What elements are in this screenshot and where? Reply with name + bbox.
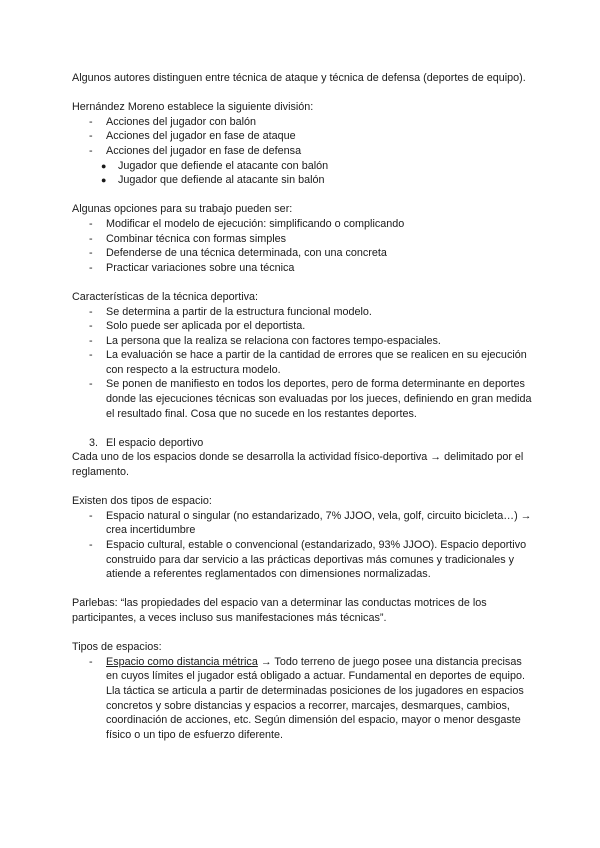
list-item: - Acciones del jugador en fase de defensa (106, 144, 532, 159)
document-page (72, 71, 532, 742)
tipos-espacio-list (72, 509, 532, 582)
list-item: - Espacio natural o singular (no estandarizado, 7% JJOO, vela, golf, circuito bicicleta…) → crea incertidumbre (106, 509, 532, 538)
list-item: - La evaluación se hace a partir de la cantidad de errores que se realicen en su ejecución con respecto a la estructura modelo. (106, 348, 532, 377)
list-item: - Se determina a partir de la estructura funcional modelo. (106, 305, 532, 320)
list-item: - Acciones del jugador en fase de ataque (106, 129, 532, 144)
section-number: 3. (89, 436, 99, 449)
opciones-list (72, 217, 532, 275)
spacer (72, 421, 532, 436)
section-paragraph: Cada uno de los espacios donde se desarrolla la actividad físico-deportiva → delimitado por el reglamento. (72, 451, 524, 479)
tipos-espacios-list (72, 655, 532, 743)
spacer (72, 582, 532, 597)
list-item: - Defenderse de una técnica determinada, con una concreta (106, 246, 532, 261)
spacer (72, 86, 532, 101)
parlebas-quote: Parlebas: “las propiedades del espacio van a determinar las conductas motrices de los participantes, a veces incluso sus manifestaciones más técnicas”. (72, 597, 487, 624)
list-item (106, 655, 532, 743)
opciones-heading: Algunas opciones para su trabajo pueden ser: (72, 203, 293, 216)
section-heading (72, 436, 532, 451)
caracteristicas-heading: Características de la técnica deportiva: (72, 290, 259, 303)
caracteristicas-list (72, 305, 532, 422)
division-sublist (72, 159, 532, 188)
tipos-espacios-heading: Tipos de espacios: (72, 641, 162, 654)
tipos-espacio-heading: Existen dos tipos de espacio: (72, 495, 212, 508)
list-item: - Solo puede ser aplicada por el deportista. (106, 319, 532, 334)
division-list (72, 115, 532, 159)
spacer (72, 626, 532, 641)
spacer (72, 480, 532, 495)
list-item: - Espacio cultural, estable o convencional (estandarizado, 93% JJOO). Espacio deportivo construido para dar servicio a las prácticas deportivas más comunes y tradicionales y atiende a referentes reglamentados con dimensiones normalizadas. (106, 538, 532, 582)
section-title: El espacio deportivo (106, 436, 204, 449)
list-item: - Se ponen de manifiesto en todos los deportes, pero de forma determinante en deportes donde las ejecuciones técnicas son evaluadas por los jueces, definiendo en gran medida el resultado final. Cosa que no sucede en los restantes deportes. (106, 377, 532, 421)
list-item: - La persona que la realiza se relaciona con factores tempo-espaciales. (106, 334, 532, 349)
sublist-item: ● Jugador que defiende el atacante con balón (118, 159, 532, 174)
list-item: - Acciones del jugador con balón (106, 115, 532, 130)
spacer (72, 188, 532, 203)
list-item: - Practicar variaciones sobre una técnica (106, 261, 532, 276)
sublist-item: ● Jugador que defiende al atacante sin balón (118, 173, 532, 188)
term-description: → Todo terreno de juego posee una distancia precisas en cuyos límites el jugador está obligado a actuar. Fundamental en deportes de equipo. Lla táctica se articula a partir de determinadas posiciones de los jugadores en espacios concretos y sobre distancias y espacios a recorrer, marcajes, desmarques, cambios, coordinación de acciones, etc. Según dimensión del espacio, mayor o menor desgaste físico o un tipo de esfuerzo diferente. (106, 655, 525, 741)
division-heading: Hernández Moreno establece la siguiente división: (72, 101, 314, 114)
list-item: - Combinar técnica con formas simples (106, 232, 532, 247)
intro-paragraph: Algunos autores distinguen entre técnica de ataque y técnica de defensa (deportes de equipo). (72, 72, 526, 84)
list-item: - Modificar el modelo de ejecución: simplificando o complicando (106, 217, 532, 232)
term-underlined: Espacio como distancia métrica (106, 655, 258, 668)
spacer (72, 275, 532, 290)
